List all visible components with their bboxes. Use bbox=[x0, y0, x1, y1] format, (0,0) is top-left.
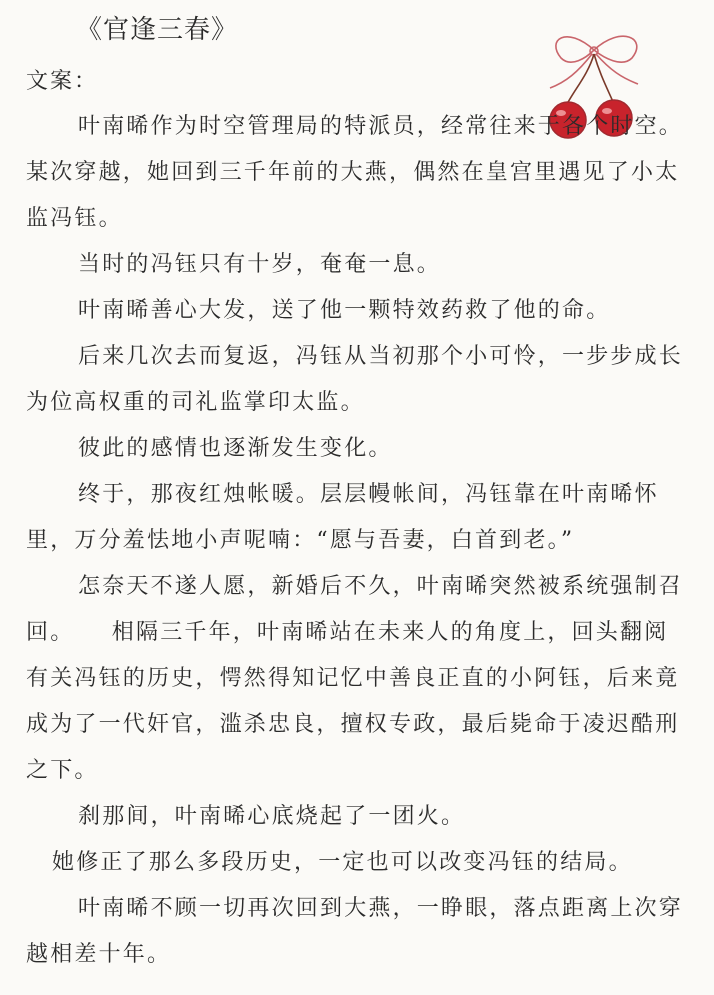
paragraph: 叶南晞善心大发，送了他一颗特效药救了他的命。 bbox=[78, 298, 611, 323]
paragraph: 她修正了那么多段历史，一定也可以改变冯钰的结局。 bbox=[52, 850, 633, 875]
paragraph: 后来几次去而复返，冯钰从当初那个小可怜，一步步成长为位高权重的司礼监掌印太监。 bbox=[26, 344, 684, 415]
paragraph: 刹那间，叶南晞心底烧起了一团火。 bbox=[78, 804, 466, 829]
paragraph: 终于，那夜红烛帐暖。层层幔帐间，冯钰靠在叶南晞怀里，万分羞怯地小声呢喃：“愿与吾妻，白首到老。” bbox=[26, 482, 659, 553]
paragraph: 当时的冯钰只有十岁，奄奄一息。 bbox=[78, 252, 442, 277]
synopsis-body bbox=[26, 104, 706, 978]
section-label: 文案： bbox=[26, 69, 99, 94]
book-title: 《官逢三春》 bbox=[76, 15, 239, 45]
paragraph: 怎奈天不遂人愿，新婚后不久，叶南晞突然被系统强制召回。 相隔三千年，叶南晞站在未来人的角度上，回头翻阅有关冯钰的历史，愕然得知记忆中善良正直的小阿钰，后来竟成为了一代奸官，滥杀忠良，擅权专政，最后毙命于凌迟酷刑之下。 bbox=[26, 574, 684, 783]
paragraph: 彼此的感情也逐渐发生变化。 bbox=[78, 436, 393, 461]
paragraph: 叶南晞不顾一切再次回到大燕，一睁眼，落点距离上次穿越相差十年。 bbox=[26, 896, 684, 967]
paragraph: 叶南晞作为时空管理局的特派员，经常往来于各个时空。 某次穿越，她回到三千年前的大燕，偶然在皇宫里遇见了小太监冯钰。 bbox=[26, 114, 706, 231]
